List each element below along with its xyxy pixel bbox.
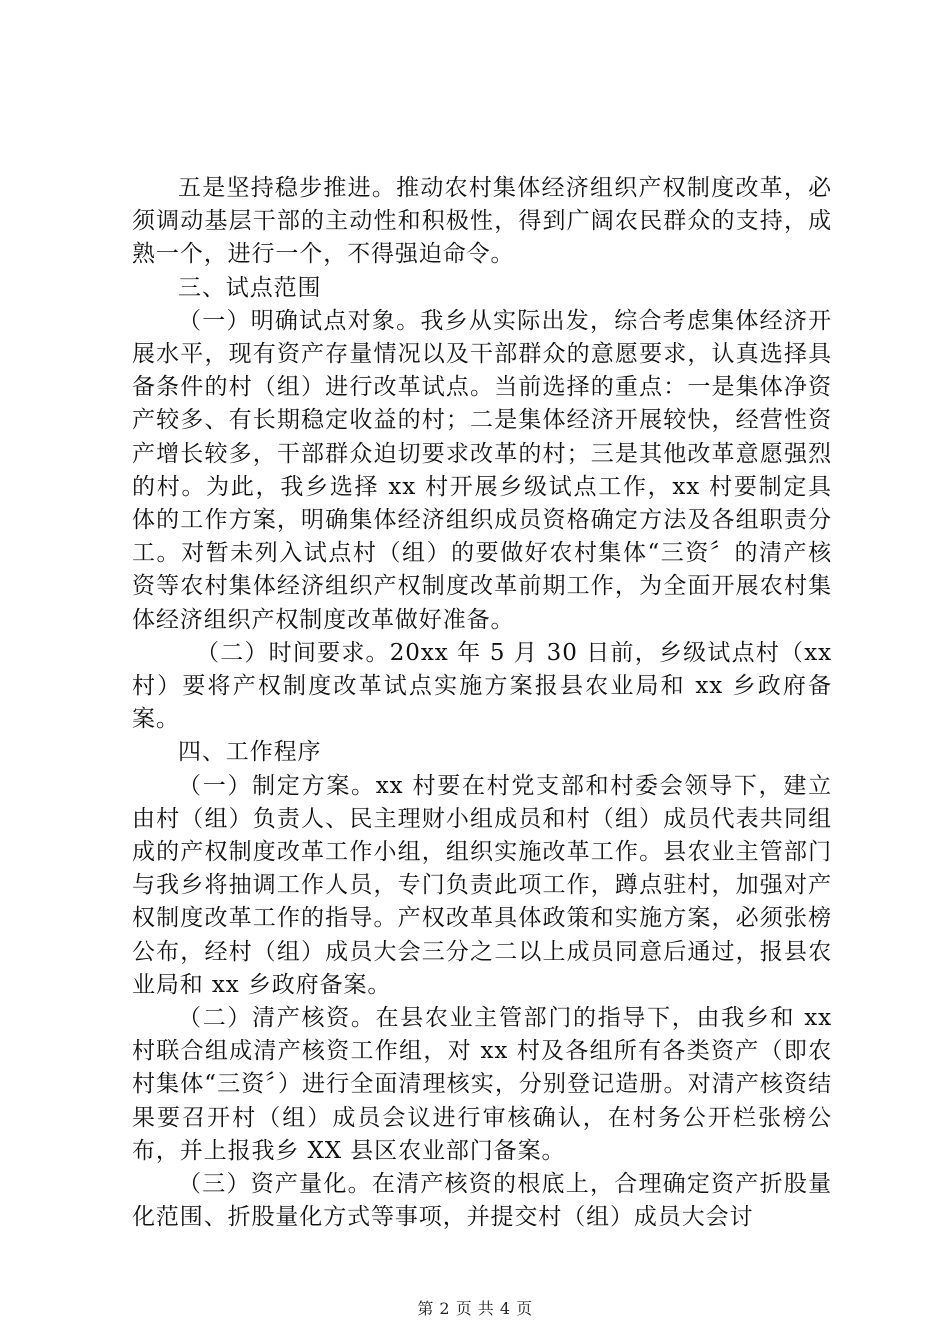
document-body bbox=[132, 172, 832, 1235]
section-heading-pilot-scope: 三、试点范围 bbox=[178, 274, 322, 301]
paragraph-asset-verification: （二）清产核资。在县农业主管部门的指导下，由我乡和 xx 村联合组成清产核资工作组，对 xx 村及各组所有各类资产（即农村集体“三资〞）进行全面清理核实，分别登记造册。对清产核资结果要召开村（组）成员会议进行审核确认，在村务公开栏张榜公布，并上报我乡 XX 县区农业部门备案。 bbox=[132, 1005, 832, 1164]
paragraph-asset-quantification: （三）资产量化。在清产核资的根底上，合理确定资产折股量化范围、折股量化方式等事项，并提交村（组）成员大会讨 bbox=[132, 1171, 832, 1231]
section-heading-work-procedure: 四、工作程序 bbox=[178, 739, 322, 766]
paragraph-formulate-plan: （一）制定方案。xx 村要在村党支部和村委会领导下，建立由村（组）负责人、民主理财小组成员和村（组）成员代表共同组成的产权制度改革工作小组，组织实施改革工作。县农业主管部门与我乡将抽调工作人员，专门负责此项工作，蹲点驻村，加强对产权制度改革工作的指导。产权改革具体政策和实施方案，必须张榜公布，经村（组）成员大会三分之二以上成员同意后通过，报县农业局和 xx 乡政府备案。 bbox=[132, 772, 832, 998]
paragraph-steady-progress: 五是坚持稳步推进。推动农村集体经济组织产权制度改革，必须调动基层干部的主动性和积极性，得到广阔农民群众的支持，成熟一个，进行一个，不得强迫命令。 bbox=[132, 175, 832, 268]
page-footer: 第 2 页 共 4 页 bbox=[417, 1299, 533, 1318]
paragraph-pilot-targets: （一）明确试点对象。我乡从实际出发，综合考虑集体经济开展水平，现有资产存量情况以及干部群众的意愿要求，认真选择具备条件的村（组）进行改革试点。当前选择的重点：一是集体净资产较多、有长期稳定收益的村；二是集体经济开展较快，经营性资产增长较多，干部群众迫切要求改革的村；三是其他改革意愿强烈的村。为此，我乡选择 xx 村开展乡级试点工作，xx 村要制定具体的工作方案，明确集体经济组织成员资格确定方法及各组职责分工。对暂未列入试点村（组）的要做好农村集体“三资〞的清产核资等农村集体经济组织产权制度改革前期工作，为全面开展农村集体经济组织产权制度改革做好准备。 bbox=[132, 307, 832, 633]
paragraph-time-requirements: （二）时间要求。20xx 年 5 月 30 日前，乡级试点村（xx 村）要将产权制度改革试点实施方案报县农业局和 xx 乡政府备案。 bbox=[132, 639, 832, 733]
